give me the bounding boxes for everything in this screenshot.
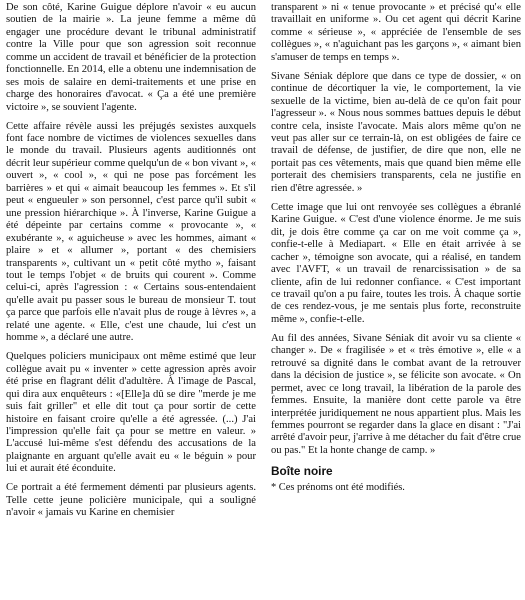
paragraph-3: Quelques policiers municipaux ont même estimé que leur collègue avait pu « inventer » cette agression après avoir été prise en flagrant délit d'adultère. À l'image de Pascal, qui dira aux enquêteurs : «[Elle]a dû se dire "merde je me suis fait griller" et elle dit tout ça pour sortir de cette histoire en faisant croire qu'elle a été agressée. (...) J'ai l'impression qu'elle fait ça pour se mettre en valeur. » L'accusé lui-même s'est défendu des accusations de la plaignante en arguant qu'elle avait eu « le béguin » pour lui et aurait été éconduite. [6,351,256,475]
paragraph-2: Cette affaire révèle aussi les préjugés sexistes auxquels font face nombre de victimes de violences sexuelles dans le monde du travail. Plusieurs agents auditionnés ont décrit leur supérieur comme quelqu'un de « bon vivant », « ouvert », « cool », « qui ne pose pas forcément les barrières » et qui « aimait beaucoup les femmes ». Et s'il peut « engueuler » son personnel, c'est parce qu'il subit « une pression hiérarchique ». À l'inverse, Karine Guigue a été dépeinte par certains comme « provocante », « exubérante », « aguicheuse » avec les hommes, aimant « plaire » et « allumer », portant « des chemisiers transparents », cultivant un « petit côté mytho », faisant tout le temps l'objet « de bruits qui courent ». Comme celui-ci, après l'agression : « Certains sous-entendaient qu'elle avait pu passer sous le bureau de monsieur T. tout ça parce que parfois elle n'avait plus de rouge à lèvres », a relaté une agente. « Elle, c'est une chaude, lui c'est un homme », a déclaré une autre. [6,120,256,344]
footnote: * Ces prénoms ont été modifiés. [271,481,405,493]
article-column-left [6,2,256,526]
paragraph-4: Ce portrait a été fermement démenti par plusieurs agents. Telle cette jeune policière municipale, qui a souligné n'avoir « jamais vu Karine en chemisier [6,482,256,519]
paragraph-1: De son côté, Karine Guigue déplore n'avoir « eu aucun soutien de la mairie ». La jeune femme a même dû engager une procédure devant le tribunal administratif contre la Ville pour que son agression soit reconnue comme un accident de travail et bénéficier de la protection fonctionnelle. En 2014, elle a obtenu une indemnisation de ses mois de salaire en demi-traitements et une prise en charge des honoraires d'avocat. « Ça a été une première victoire », se souvient l'agente. [6,2,256,113]
paragraph-7: Cette image que lui ont renvoyée ses collègues a ébranlé Karine Guigue. « C'est d'une violence énorme. Je me suis dit, je dois être comme ça car on me voit comme ça », confie-t-elle à Mediapart. « Elle en était arrivée à se cacher », témoigne son avocate, qui a réalisé, en tandem avec l'AVFT, « un travail de renarcissisation » de sa cliente, afin de lui redonner confiance. « C'est important ce travail qu'on a pu faire, toutes les trois. À chaque sortie de ces rendez-vous, je me sentais plus forte, reconstruite même », confie-t-elle. [271,201,521,325]
paragraph-6: Sivane Séniak déplore que dans ce type de dossier, « on continue de décortiquer la vie, le comportement, la vie sexuelle de la victime, bien au-delà de ce qu'on fait pour l'agresseur ». « Nous nous sommes battues depuis le début contre cela, insiste l'avocate. Mais alors même qu'on ne veut pas aller sur ce terrain-là, on est obligées de faire ce travail de défense, de justifier, de dire que non, elle ne portait pas ces vêtements, mais que quand bien même elle porterait des chemisiers transparents, cela ne justifie en rien d'être agressée. » [271,70,521,194]
paragraph-5: transparent » ni « tenue provocante » et précisé qu'« elle travaillait en uniforme ». Ou cet agent qui décrit Karine comme « sérieuse », « appréciée de l'ensemble de ses collègues », « n'aguichant pas les garçons », « aimant bien s'amuser de temps en temps ». [271,2,521,63]
article-column-right [271,2,521,501]
paragraph-8: Au fil des années, Sivane Séniak dit avoir vu sa cliente « changer ». De « fragilisée » et « très émotive », elle « a retrouvé sa dignité dans le combat avant de la retrouver dans la décision de justice », se félicite son avocate. « On permet, avec ce long travail, la libération de la parole des femmes. Ensuite, la manière dont cette parole va être interprétée juridiquement ne nous appartient plus. Mais les femmes pourront se regarder dans la glace en disant : "J'ai arrêté d'avoir peur, j'arrive à me détacher du fait d'être crue ou pas." Et la honte change de camp. » [271,332,521,456]
sidebar-title: Boîte noire [271,463,333,478]
